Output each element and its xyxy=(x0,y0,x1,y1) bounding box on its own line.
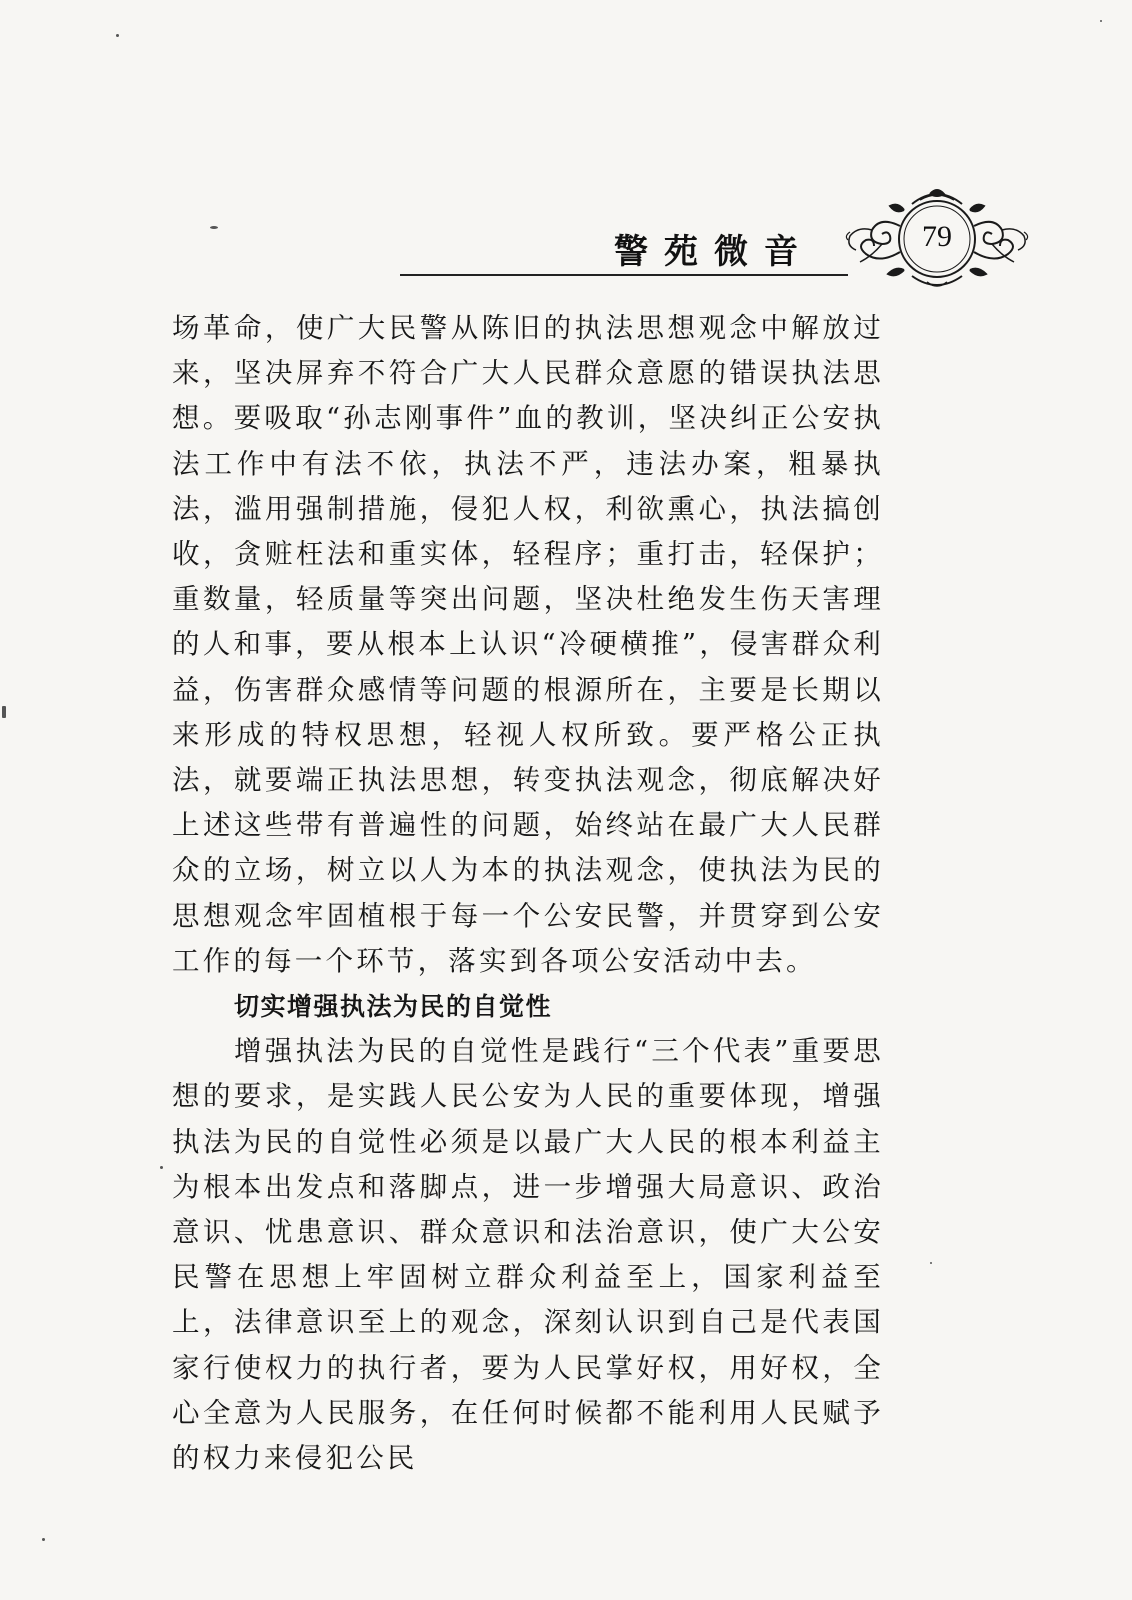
scan-speck xyxy=(930,1262,932,1264)
scan-speck xyxy=(116,34,119,37)
page-number: 79 xyxy=(922,220,952,253)
scan-speck xyxy=(210,226,218,229)
running-header xyxy=(400,210,850,280)
scan-speck xyxy=(42,1538,45,1541)
scan-speck xyxy=(160,1166,163,1169)
paragraph: 增强执法为民的自觉性是践行“三个代表”重要思想的要求，是实践人民公安为人民的重要体现，增强执法为民的自觉性必须是以最广大人民的根本利益主为根本出发点和落脚点，进一步增强大局意识、政治意识、忧患意识、群众意识和法治意识，使广大公安民警在思想上牢固树立群众利益至上，国家利益至上，法律意识至上的观念，深刻认识到自己是代表国家行使权力的执行者，要为人民掌好权，用好权，全心全意为人民服务，在任何时候都不能利用人民赋予的权力来侵犯公民 xyxy=(172,1035,884,1475)
scan-speck xyxy=(1100,20,1102,22)
body-text xyxy=(172,306,884,1481)
header-rule xyxy=(400,274,848,276)
header-title: 警苑微音 xyxy=(614,232,814,272)
paragraph-continued: 场革命，使广大民警从陈旧的执法思想观念中解放过来，坚决屏弃不符合广大人民群众意愿的错误执法思想。要吸取“孙志刚事件”血的教训，坚决纠正公安执法工作中有法不依，执法不严，违法办案，粗暴执法，滥用强制措施，侵犯人权，利欲熏心，执法搞创收，贪赃枉法和重实体，轻程序；重打击，轻保护；重数量，轻质量等突出问题，坚决杜绝发生伤天害理的人和事，要从根本上认识“冷硬横推”，侵害群众利益，伤害群众感情等问题的根源所在，主要是长期以来形成的特权思想，轻视人权所致。要严格公正执法，就要端正执法思想，转变执法观念，彻底解决好上述这些带有普遍性的问题，始终站在最广大人民群众的立场，树立以人为本的执法观念，使执法为民的思想观念牢固植根于每一个公安民警，并贯穿到公安工作的每一个环节，落实到各项公安活动中去。 xyxy=(172,312,884,977)
page-number-badge xyxy=(842,186,1032,296)
scan-speck xyxy=(2,706,6,718)
section-heading: 切实增强执法为民的自觉性 xyxy=(234,992,553,1022)
